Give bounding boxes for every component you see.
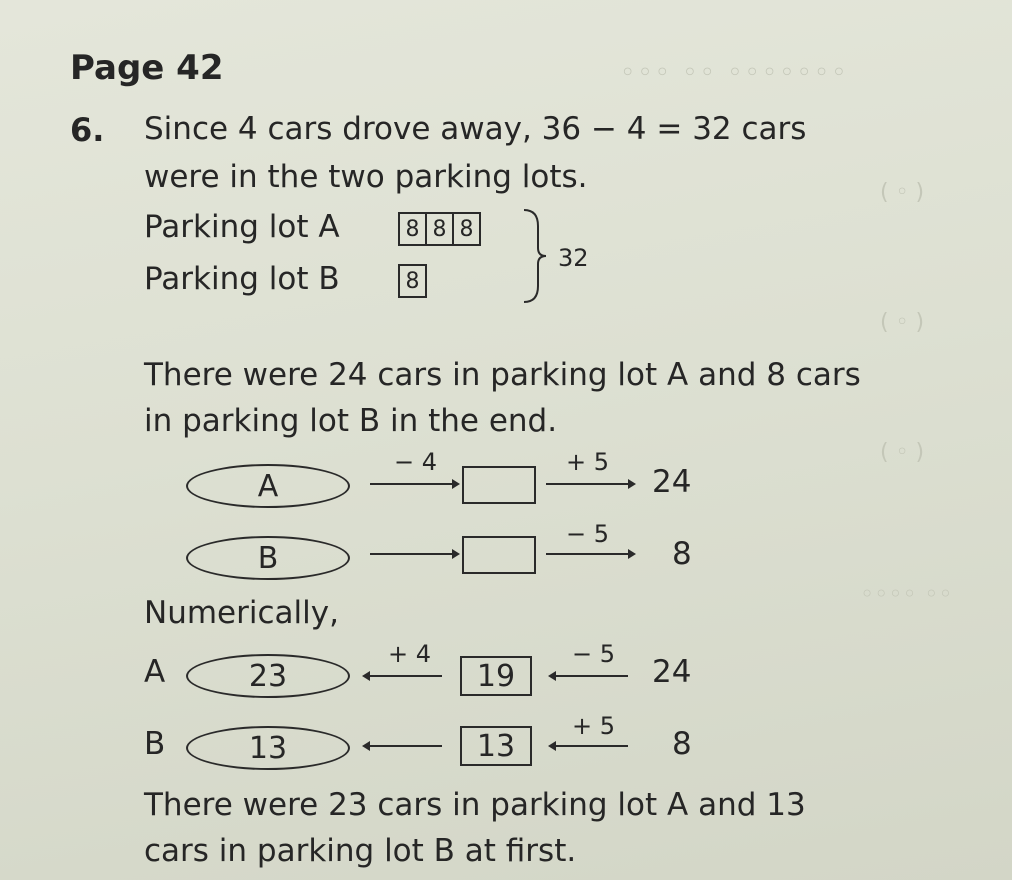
arrow-right-icon <box>370 546 460 562</box>
value-box-19: 19 <box>460 656 532 696</box>
op-plus-4: + 4 <box>388 640 432 668</box>
faint-show-through-text: ( ◦ ) <box>880 440 925 465</box>
problem-number: 6. <box>70 111 105 149</box>
statement-line-2: were in the two parking lots. <box>144 159 588 195</box>
lot-a-start-oval: 23 <box>186 654 350 698</box>
faint-show-through-text: ( ◦ ) <box>880 310 925 335</box>
arrow-right-icon <box>546 476 636 492</box>
faint-show-through-text: ◦◦◦◦ ◦◦ <box>860 580 953 608</box>
end-line-1: There were 24 cars in parking lot A and 8 cars <box>144 357 861 393</box>
lot-b-start-oval: 13 <box>186 726 350 770</box>
result-a-24: 24 <box>652 654 692 690</box>
lot-a-oval: A <box>186 464 350 508</box>
empty-box <box>462 466 536 504</box>
result-a-24: 24 <box>652 464 692 500</box>
final-line-2: cars in parking lot B at first. <box>144 833 577 869</box>
brace-total: 32 <box>558 244 589 272</box>
result-b-8: 8 <box>672 536 692 572</box>
curly-brace <box>520 208 560 304</box>
end-line-2: in parking lot B in the end. <box>144 403 558 439</box>
value-box-13: 13 <box>460 726 532 766</box>
lot-b-boxes <box>398 264 425 298</box>
lot-a-boxes <box>398 212 479 246</box>
lot-a-label: Parking lot A <box>144 209 340 245</box>
arrow-left-icon <box>362 738 442 754</box>
numerically-label: Numerically, <box>144 595 339 631</box>
unit-box: 8 <box>398 264 427 298</box>
unit-box: 8 <box>452 212 481 246</box>
final-line-1: There were 23 cars in parking lot A and 13 <box>144 787 806 823</box>
faint-show-through-text: ( ◦ ) <box>880 180 925 205</box>
op-plus-5: + 5 <box>566 448 610 476</box>
op-plus-5: + 5 <box>572 712 616 740</box>
unit-box: 8 <box>425 212 454 246</box>
op-minus-5: − 5 <box>566 520 610 548</box>
row-a-label: A <box>144 654 166 690</box>
lot-b-label: Parking lot B <box>144 261 340 297</box>
arrow-left-icon <box>548 668 628 684</box>
arrow-right-icon <box>546 546 636 562</box>
result-b-8: 8 <box>672 726 692 762</box>
empty-box <box>462 536 536 574</box>
lot-b-oval: B <box>186 536 350 580</box>
arrow-left-icon <box>362 668 442 684</box>
page-title: Page 42 <box>70 48 224 88</box>
faint-show-through-text: ◦◦◦ ◦◦ ◦◦◦◦◦◦◦ <box>620 58 849 88</box>
op-minus-5: − 5 <box>572 640 616 668</box>
row-b-label: B <box>144 726 166 762</box>
arrow-left-icon <box>548 738 628 754</box>
arrow-right-icon <box>370 476 460 492</box>
unit-box: 8 <box>398 212 427 246</box>
statement-line-1: Since 4 cars drove away, 36 − 4 = 32 cars <box>144 111 807 147</box>
op-minus-4: − 4 <box>394 448 438 476</box>
